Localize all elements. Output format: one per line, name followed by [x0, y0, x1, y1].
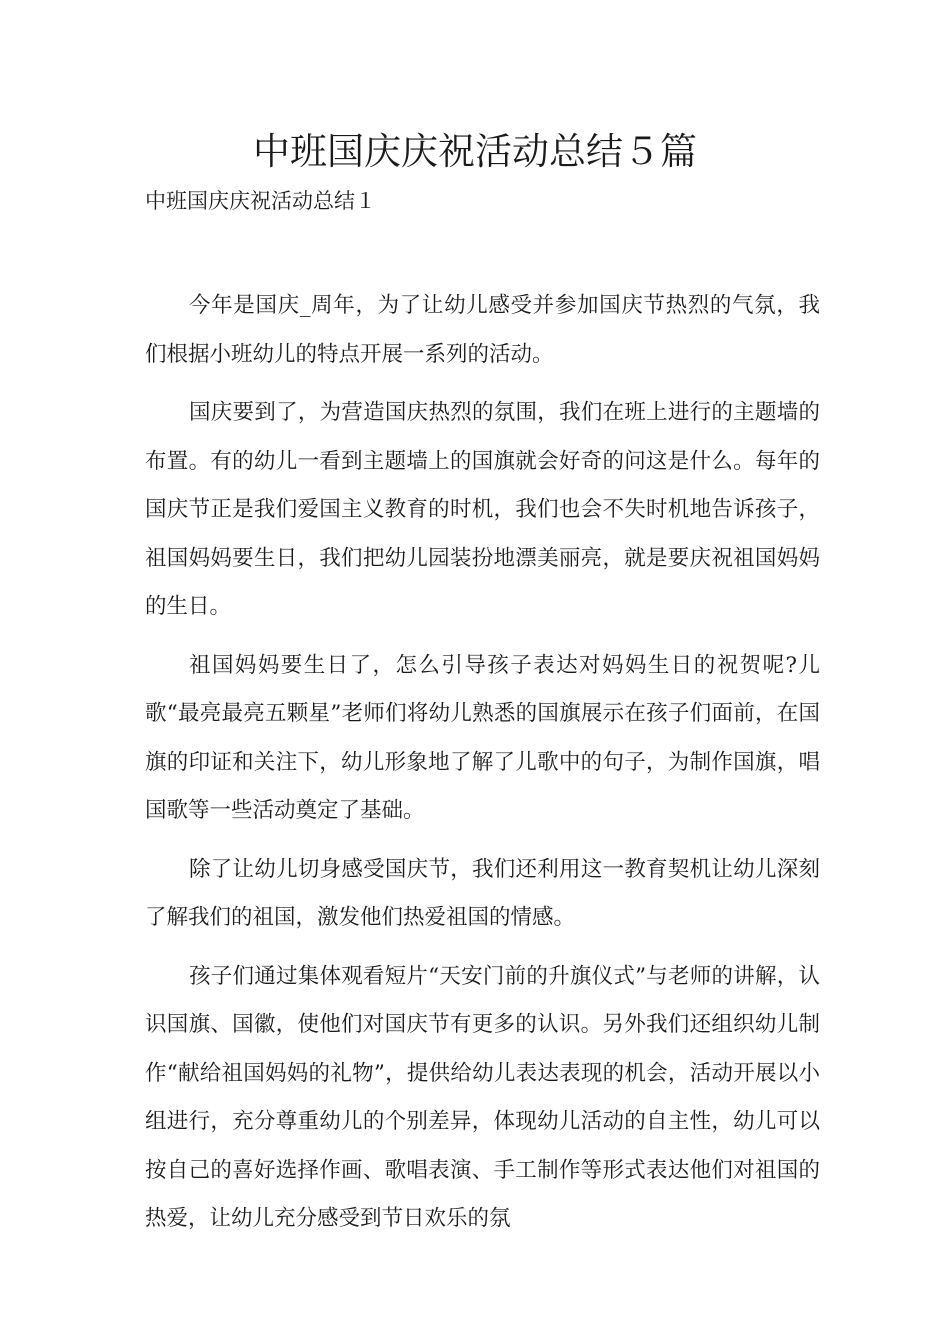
paragraph-3: 祖国妈妈要生日了，怎么引导孩子表达对妈妈生日的祝贺呢?儿歌“最亮最亮五颗星”老师们将幼儿熟悉的国旗展示在孩子们面前，在国旗的印证和关注下，幼儿形象地了解了儿歌中的句子，为制作国旗，唱国歌等一些活动奠定了基础。	[145, 652, 820, 823]
paragraph-2: 国庆要到了，为营造国庆热烈的氛围，我们在班上进行的主题墙的布置。有的幼儿一看到主题墙上的国旗就会好奇的问这是什么。每年的国庆节正是我们爱国主义教育的时机，我们也会不失时机地告诉孩子，祖国妈妈要生日，我们把幼儿园装扮地漂美丽亮，就是要庆祝祖国妈妈的生日。	[145, 400, 820, 619]
document-body	[145, 282, 820, 1254]
paragraph-5: 孩子们通过集体观看短片“天安门前的升旗仪式”与老师的讲解，认识国旗、国徽，使他们对国庆节有更多的认识。另外我们还组织幼儿制作“献给祖国妈妈的礼物”，提供给幼儿表达表现的机会，活动开展以小组进行，充分尊重幼儿的个别差异，体现幼儿活动的自主性，幼儿可以按自己的喜好选择作画、歌唱表演、手工制作等形式表达他们对祖国的热爱，让幼儿充分感受到节日欢乐的氛	[145, 963, 820, 1231]
document-title: 中班国庆庆祝活动总结５篇	[253, 130, 697, 173]
paragraph-1: 今年是国庆_周年，为了让幼儿感受并参加国庆节热烈的气氛，我们根据小班幼儿的特点开展一系列的活动。	[145, 293, 820, 367]
paragraph-4: 除了让幼儿切身感受国庆节，我们还利用这一教育契机让幼儿深刻了解我们的祖国，激发他们热爱祖国的情感。	[145, 856, 820, 930]
document-subtitle: 中班国庆庆祝活动总结１	[145, 189, 376, 213]
